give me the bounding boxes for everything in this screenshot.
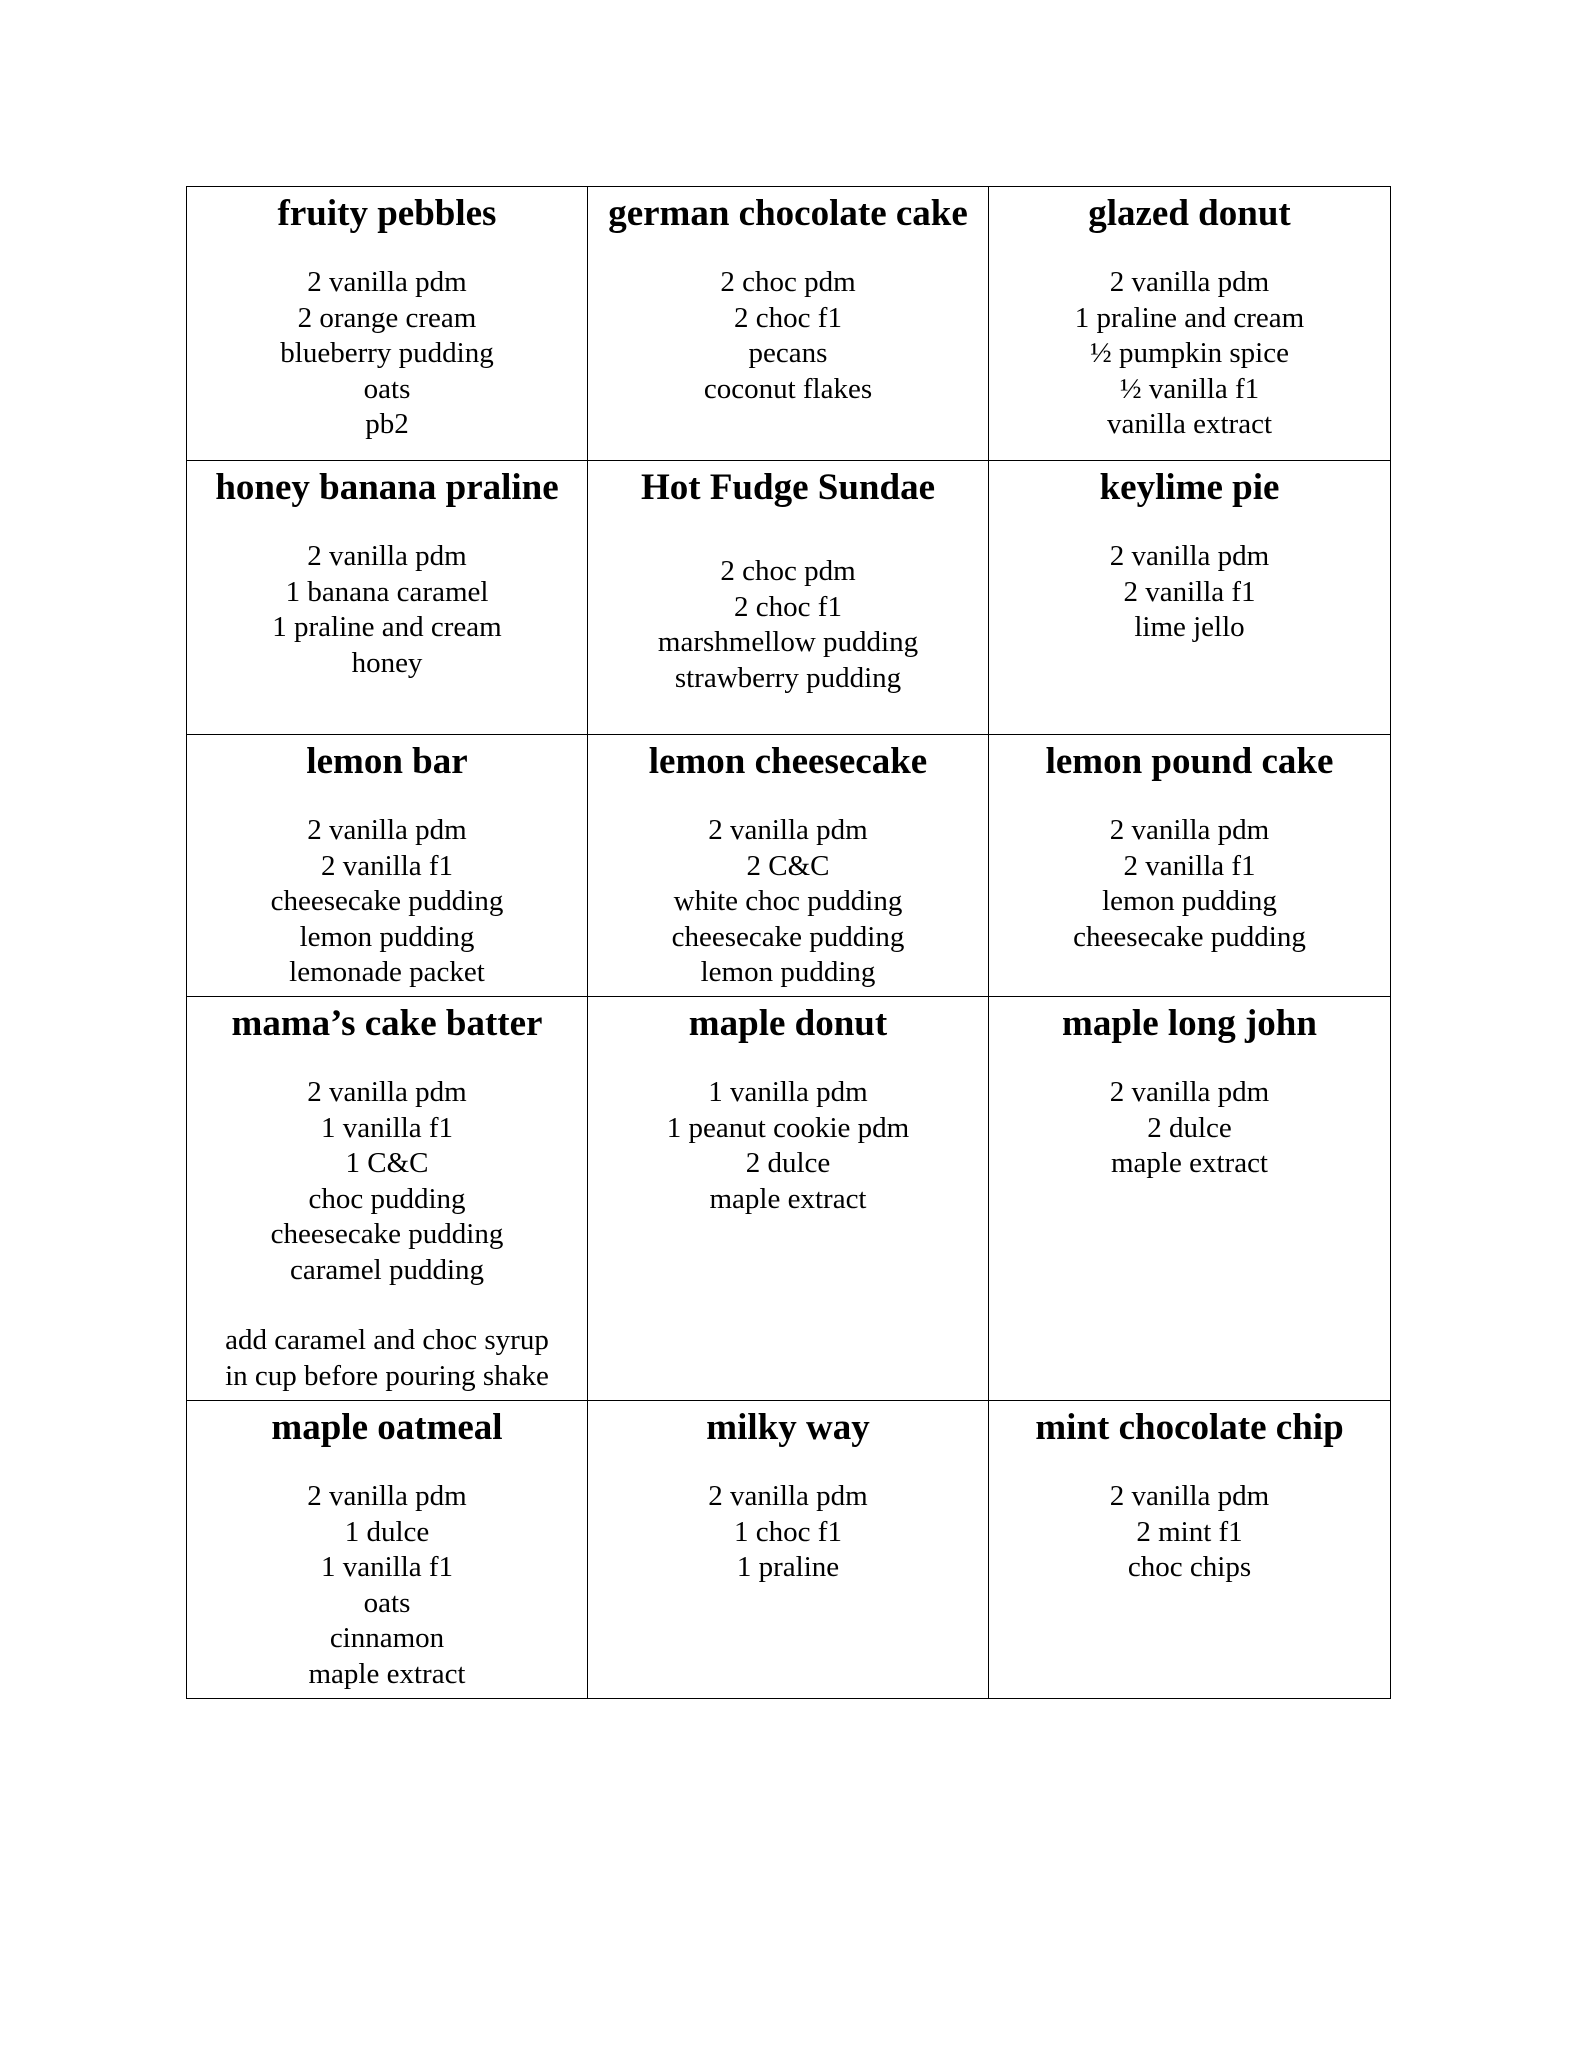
recipe-cell-maple-long-john [989,997,1391,1401]
ingredient-line: lemon pudding [1102,885,1277,917]
recipe-row [187,735,1391,997]
recipe-title: milky way [706,1407,870,1448]
ingredient-line: maple extract [1111,1147,1268,1179]
recipe-cell-mint-chocolate-chip [989,1401,1391,1699]
ingredient-list [588,1479,988,1586]
recipe-cell-lemon-pound-cake [989,735,1391,997]
ingredient-line: 2 choc f1 [734,590,842,623]
preparation-note [187,1323,587,1394]
ingredient-line: 2 vanilla pdm [708,814,868,846]
ingredient-line: ½ pumpkin spice [1090,337,1289,369]
ingredient-list [588,1075,988,1217]
ingredient-line: vanilla extract [1106,408,1273,440]
recipe-title: keylime pie [1099,467,1280,508]
ingredient-list [187,539,587,681]
ingredient-line: cheesecake pudding [270,1218,504,1250]
ingredient-line: oats [363,1586,411,1619]
ingredient-line: cinnamon [329,1622,445,1654]
ingredient-line: 2 dulce [745,1147,831,1179]
ingredient-line: cheesecake pudding [270,885,504,917]
ingredient-line: 2 choc pdm [720,555,856,587]
recipe-row [187,1401,1391,1699]
ingredient-line: pb2 [365,408,409,440]
ingredient-list [989,539,1390,646]
ingredient-line: cheesecake pudding [671,920,905,953]
recipe-title: honey banana praline [215,467,559,508]
ingredient-line: 1 vanilla pdm [708,1076,868,1108]
ingredient-line: 2 choc pdm [720,266,856,298]
recipe-table [186,186,1391,1699]
recipe-cell-milky-way [588,1401,989,1699]
recipe-cell-maple-oatmeal [187,1401,588,1699]
ingredient-line: 2 dulce [1147,1111,1232,1144]
ingredient-line: 2 vanilla pdm [307,1480,467,1512]
recipe-title: lemon pound cake [1045,741,1334,782]
ingredient-line: maple extract [308,1657,466,1690]
ingredient-line: 2 vanilla pdm [307,814,467,846]
recipe-title: german chocolate cake [608,193,968,234]
ingredient-line: 2 orange cream [297,301,477,334]
ingredient-line: 2 vanilla pdm [1109,1076,1270,1108]
ingredient-line: 2 vanilla pdm [307,266,467,298]
ingredient-line: 1 praline [736,1551,840,1583]
ingredient-list [588,813,988,991]
recipe-row [187,997,1391,1401]
ingredient-line: 1 banana caramel [285,575,489,608]
ingredient-line: 2 vanilla f1 [320,849,454,882]
recipe-cell-keylime-pie [989,461,1391,735]
ingredient-line: caramel pudding [289,1253,485,1286]
recipe-cell-honey-banana-praline [187,461,588,735]
note-line: add caramel and choc syrup [225,1324,549,1356]
recipe-title: mint chocolate chip [1035,1407,1344,1448]
ingredient-line: 2 mint f1 [1136,1515,1243,1548]
ingredient-list [989,1479,1390,1586]
recipe-cell-fruity-pebbles [187,187,588,461]
ingredient-line: 2 vanilla pdm [1109,540,1270,572]
recipe-cell-german-chocolate-cake [588,187,989,461]
recipe-cell-maple-donut [588,997,989,1401]
ingredient-line: 1 praline and cream [272,611,502,643]
recipe-cell-lemon-bar [187,735,588,997]
recipe-cell-hot-fudge-sundae [588,461,989,735]
ingredient-line: lime jello [1134,611,1245,643]
ingredient-line: 1 dulce [344,1515,430,1548]
recipe-title: lemon cheesecake [648,741,928,782]
ingredient-line: honey [351,646,423,679]
ingredient-list [989,813,1390,955]
ingredient-line: white choc pudding [673,885,903,917]
ingredient-line: lemon pudding [299,920,475,953]
ingredient-list [588,265,988,407]
ingredient-list [588,554,988,696]
ingredient-line: coconut flakes [703,372,873,405]
recipe-row [187,461,1391,735]
ingredient-line: lemonade packet [289,956,485,988]
ingredient-line: 1 peanut cookie pdm [666,1111,910,1144]
ingredient-line: 2 vanilla f1 [1123,575,1256,608]
ingredient-line: 2 vanilla f1 [1123,849,1256,882]
ingredient-list [989,1075,1390,1182]
ingredient-line: 1 vanilla f1 [320,1111,454,1144]
ingredient-line: 2 C&C [746,849,830,882]
recipe-title: maple oatmeal [271,1407,503,1448]
ingredient-list [187,813,587,991]
recipe-row [187,187,1391,461]
ingredient-line: 2 choc f1 [734,301,842,334]
recipe-cell-mamas-cake-batter [187,997,588,1401]
ingredient-line: strawberry pudding [674,661,902,694]
recipe-title: maple donut [688,1003,888,1044]
ingredient-line: ½ vanilla f1 [1119,372,1260,405]
ingredient-list [187,1075,587,1288]
ingredient-line: maple extract [709,1182,867,1215]
recipe-title: lemon bar [306,741,468,782]
ingredient-line: blueberry pudding [280,337,494,369]
ingredient-list [187,1479,587,1692]
ingredient-line: 1 vanilla f1 [320,1551,454,1583]
ingredient-line: 2 vanilla pdm [307,1076,467,1108]
ingredient-line: marshmellow pudding [657,626,919,658]
recipe-cell-lemon-cheesecake [588,735,989,997]
ingredient-line: 1 choc f1 [734,1515,842,1548]
ingredient-line: 2 vanilla pdm [1109,814,1270,846]
ingredient-line: choc chips [1127,1551,1252,1583]
ingredient-line: choc pudding [308,1182,466,1215]
recipe-title: Hot Fudge Sundae [640,467,935,508]
ingredient-list [187,265,587,443]
ingredient-line: 2 vanilla pdm [1109,266,1270,298]
ingredient-line: cheesecake pudding [1073,920,1306,953]
recipe-title: glazed donut [1088,193,1291,234]
ingredient-line: 1 C&C [345,1147,429,1179]
recipe-title: fruity pebbles [277,193,497,234]
ingredient-list [989,265,1390,443]
recipe-title: mama’s cake batter [231,1003,543,1044]
recipe-cell-glazed-donut [989,187,1391,461]
ingredient-line: 2 vanilla pdm [708,1480,868,1512]
ingredient-line: lemon pudding [700,956,876,988]
ingredient-line: 2 vanilla pdm [1109,1480,1270,1512]
ingredient-line: 2 vanilla pdm [307,540,467,572]
ingredient-line: oats [363,372,411,405]
ingredient-line: 1 praline and cream [1074,301,1305,334]
note-line: in cup before pouring shake [225,1359,549,1392]
recipe-title: maple long john [1062,1003,1317,1044]
ingredient-line: pecans [748,337,828,369]
